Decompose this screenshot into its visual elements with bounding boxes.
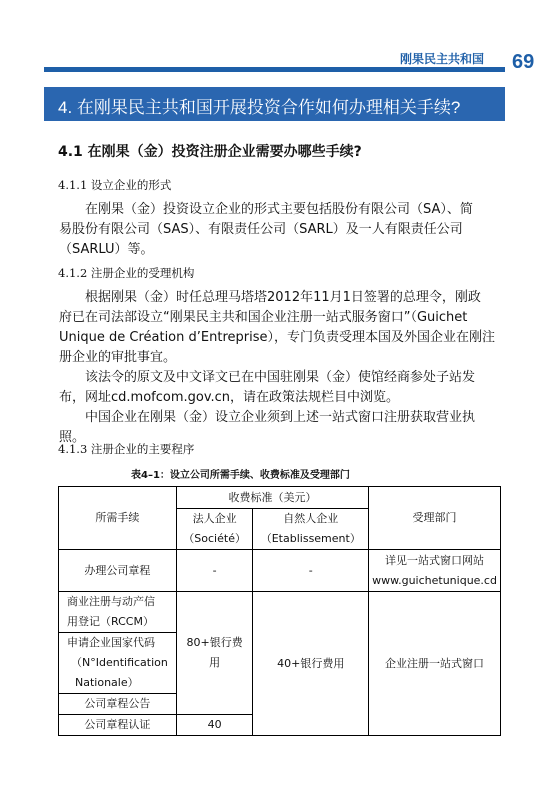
procedure-line: Nationale） xyxy=(75,676,139,689)
text-line: 照。 xyxy=(59,430,86,445)
subsection-title-4-1-2: 4.1.2 注册企业的受理机构 xyxy=(58,266,195,280)
table-cell-natural-fee-merged: 40+银行费用 xyxy=(253,592,369,736)
text-line: Unique de Création d’Entreprise），专门负责受理本国及外国企业在刚注 xyxy=(59,330,495,345)
header-rule xyxy=(44,67,505,72)
fee-line: 80+银行费 xyxy=(186,636,243,649)
procedure-line: 申请企业国家代码 xyxy=(67,636,155,649)
text-line: 根据刚果（金）时任总理马塔塔2012年11月1日签署的总理令，刚政 xyxy=(85,290,481,305)
table-cell-natural-fee: - xyxy=(253,550,369,592)
header-department: 受理部门 xyxy=(369,487,501,550)
paragraph-company-forms xyxy=(59,200,505,260)
subsection-title-4-1-1: 4.1.1 设立企业的形式 xyxy=(58,178,172,192)
header-natural-person-fr: （Etablissement） xyxy=(253,529,369,550)
running-header-country: 刚果民主共和国 xyxy=(400,52,485,66)
text-line: 中国企业在刚果（金）设立企业须到上述一站式窗口注册获取营业执 xyxy=(85,410,476,425)
paragraph-registration-agency xyxy=(59,288,505,448)
fee-line: 用 xyxy=(209,656,221,669)
table-cell-legal-fee: 40 xyxy=(176,715,253,736)
department-website: www.guichetunique.cd xyxy=(372,573,497,587)
text-line: 易股份有限公司（SAS）、有限责任公司（SARL）及一人有限责任公司 xyxy=(59,222,463,237)
subsection-title-4-1-3: 4.1.3 注册企业的主要程序 xyxy=(58,442,195,456)
section-title: 4.1 在刚果（金）投资注册企业需要办哪些手续? xyxy=(58,144,362,160)
table-cell-procedure: 公司章程认证 xyxy=(59,715,177,736)
text-line: （SARLU）等。 xyxy=(59,242,154,257)
header-natural-person: 自然人企业 xyxy=(253,509,369,530)
text-line: 府已在司法部设立“刚果民主共和国企业注册一站式服务窗口”（Guichet xyxy=(59,310,468,325)
table-cell-legal-fee: - xyxy=(176,550,253,592)
table-cell-department-merged: 企业注册一站式窗口 xyxy=(369,592,501,736)
table-cell-procedure: 公司章程公告 xyxy=(59,694,177,715)
text-line: 册企业的审批事宜。 xyxy=(59,350,177,365)
header-procedure: 所需手续 xyxy=(59,487,177,550)
department-line: 详见一站式窗口网站 xyxy=(385,553,485,567)
page-number: 69 xyxy=(512,51,535,73)
header-fee-standard: 收费标准（美元） xyxy=(176,487,368,509)
text-line: 在刚果（金）投资设立企业的形式主要包括股份有限公司（SA）、简 xyxy=(85,202,473,217)
procedure-line: 商业注册与动产信 xyxy=(67,595,155,608)
procedure-line: （N°Identification xyxy=(71,656,168,669)
header-legal-person: 法人企业 xyxy=(176,509,253,530)
text-line: 布，网址cd.mofcom.gov.cn，请在政策法规栏目中浏览。 xyxy=(59,390,400,405)
table-cell-procedure: 办理公司章程 xyxy=(59,550,177,592)
table-cell-legal-fee-merged xyxy=(176,592,253,715)
header-legal-person-fr: （Société） xyxy=(176,529,253,550)
text-line: 该法令的原文及中文译文已在中国驻刚果（金）使馆经商参处子站发 xyxy=(85,370,476,385)
procedures-table xyxy=(58,486,501,736)
chapter-title: 4. 在刚果民主共和国开展投资合作如何办理相关手续? xyxy=(58,98,461,117)
procedure-line: 用登记（RCCM） xyxy=(67,615,154,628)
table-cell-department xyxy=(369,550,501,592)
table-caption: 表4–1：设立公司所需手续、收费标准及受理部门 xyxy=(131,470,350,481)
table-cell-procedure xyxy=(59,633,177,694)
table-cell-procedure xyxy=(59,592,177,633)
